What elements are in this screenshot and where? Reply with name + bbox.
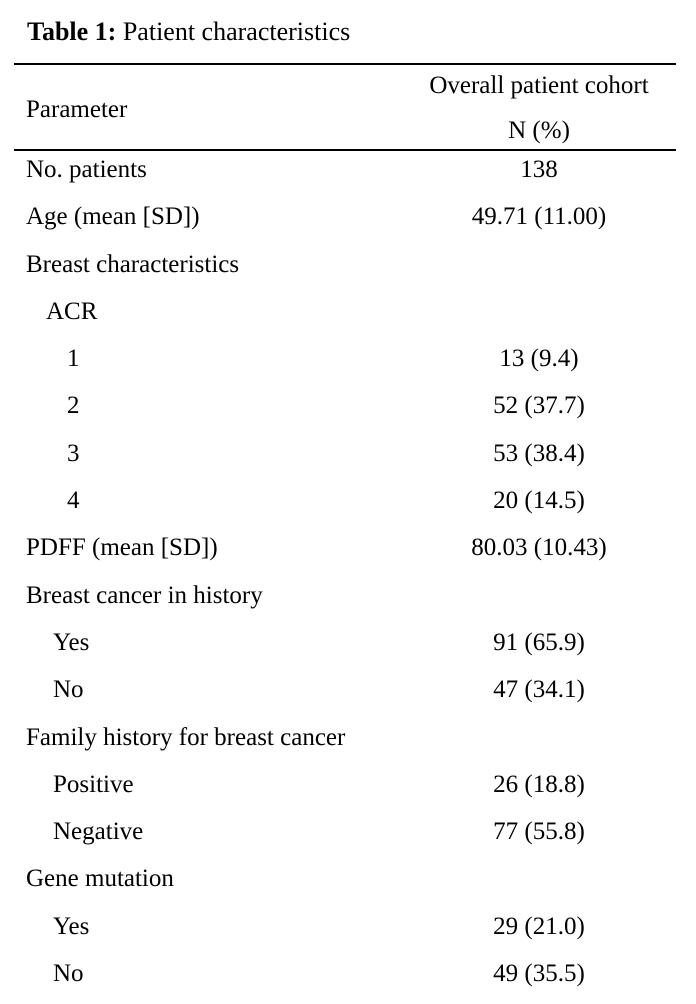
row-value: 77 (55.8) [493,818,585,846]
row-label: Positive [53,770,134,798]
table-row [0,247,696,294]
table-row [0,909,696,956]
row-value: 49.71 (11.00) [471,203,607,231]
table-row [0,814,696,861]
row-label: 2 [67,392,80,420]
table-row [0,436,696,483]
row-label: 3 [67,439,80,467]
header-parameter: Parameter [26,96,128,123]
table-title: Patient characteristics [122,17,351,46]
row-value: 138 [520,156,558,183]
row-label: ACR [46,297,98,325]
header-cohort: Overall patient cohort [429,72,649,99]
row-label: Age (mean [SD]) [26,203,200,231]
row-label: Breast cancer in history [26,581,263,609]
row-label: Gene mutation [26,865,174,893]
row-label: PDFF (mean [SD]) [26,534,218,562]
table-body [0,152,696,1003]
table-row [0,956,696,1003]
row-label: Family history for breast cancer [26,723,346,751]
row-value: 26 (18.8) [493,770,585,798]
table-row [0,388,696,435]
table-row [0,483,696,530]
row-value: 20 (14.5) [493,487,585,515]
table-row [0,767,696,814]
row-value: 29 (21.0) [493,912,585,940]
row-value: 91 (65.9) [493,628,585,656]
row-label: 4 [67,487,80,515]
table-row [0,861,696,908]
table-number: Table 1: [27,17,117,46]
table-row [0,530,696,577]
row-label: 1 [67,345,80,373]
table-row [0,341,696,388]
table-row [0,294,696,341]
row-value: 49 (35.5) [493,960,585,988]
row-label: Breast characteristics [26,250,240,278]
table-row [0,720,696,767]
row-label: No [53,676,84,704]
row-value: 52 (37.7) [493,392,585,420]
table-row [0,152,696,199]
row-value: 47 (34.1) [493,676,585,704]
table-row [0,578,696,625]
header-cohort-unit: N (%) [508,117,570,144]
top-rule [14,63,676,65]
table-row [0,199,696,246]
row-label: Yes [53,912,90,940]
table-row [0,672,696,719]
table-caption [27,14,350,50]
row-value: 13 (9.4) [499,345,579,373]
row-label: Yes [53,628,90,656]
table-row [0,625,696,672]
row-label: Negative [53,818,144,846]
row-value: 53 (38.4) [493,439,585,467]
row-label: No [53,960,84,988]
row-value: 80.03 (10.43) [471,534,607,562]
header-rule [14,149,676,151]
row-label: No. patients [26,156,147,183]
